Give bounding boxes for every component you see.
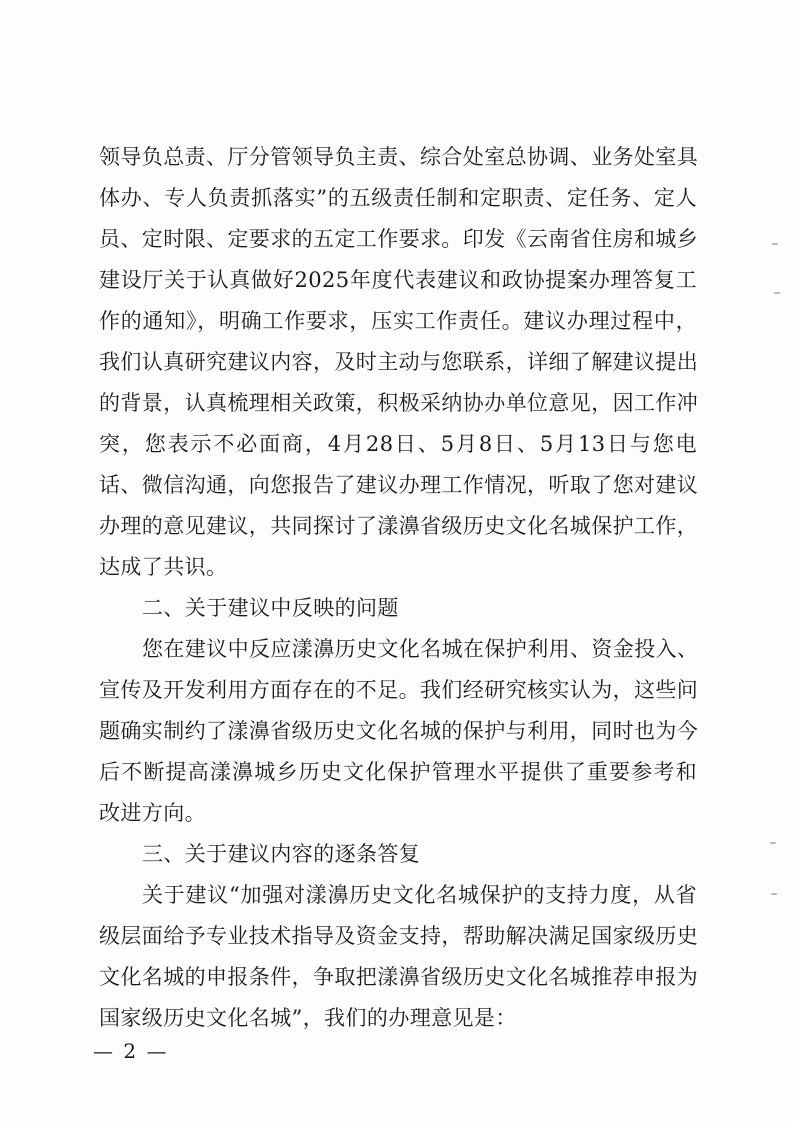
text-line: 作的通知》，明确工作要求，压实工作责任。建议办理过程中， <box>99 309 697 333</box>
text-line: 达成了共识。 <box>99 555 228 579</box>
text-line: 改进方向。 <box>99 801 206 825</box>
scan-speck <box>774 292 780 294</box>
text-line: 后不断提高漾濞城乡历史文化保护管理水平提供了重要参考和 <box>99 760 697 784</box>
page-number: — 2 — <box>93 1039 169 1063</box>
text-line: 突，您表示不必面商，4月28日、5月8日、5月13日与您电 <box>99 432 697 456</box>
text-line: 您在建议中反应漾濞历史文化名城在保护利用、资金投入、 <box>142 637 699 661</box>
text-line: 题确实制约了漾濞省级历史文化名城的保护与利用，同时也为今 <box>99 719 699 743</box>
text-line: 我们认真研究建议内容，及时主动与您联系，详细了解建议提出 <box>99 350 699 374</box>
text-line: 建设厅关于认真做好2025年度代表建议和政协提案办理答复工 <box>99 268 697 292</box>
text-line: 宣传及开发利用方面存在的不足。我们经研究核实认为，这些问 <box>99 678 699 702</box>
section-heading: 三、关于建议内容的逐条答复 <box>142 842 421 866</box>
text-line: 话、微信沟通，向您报告了建议办理工作情况，听取了您对建议 <box>99 473 699 497</box>
text-line: 领导负总责、厅分管领导负主责、综合处室总协调、业务处室具 <box>99 145 699 169</box>
text-line: 员、定时限、定要求的五定工作要求。印发《云南省住房和城乡 <box>99 227 699 251</box>
text-line: 的背景，认真梳理相关政策，积极采纳协办单位意见，因工作冲 <box>99 391 699 415</box>
text-line: 办理的意见建议，共同探讨了漾濞省级历史文化名城保护工作， <box>99 514 699 538</box>
text-line: 级层面给予专业技术指导及资金支持，帮助解决满足国家级历史 <box>99 924 699 948</box>
text-line: 文化名城的申报条件，争取把漾濞省级历史文化名城推荐申报为 <box>99 965 699 989</box>
scan-speck <box>771 893 777 895</box>
scan-speck <box>770 842 776 844</box>
text-line: 体办、专人负责抓落实”的五级责任制和定职责、定任务、定人 <box>99 186 697 210</box>
scan-speck <box>772 243 778 245</box>
section-heading: 二、关于建议中反映的问题 <box>142 596 399 620</box>
text-line: 国家级历史文化名城”，我们的办理意见是： <box>99 1006 517 1030</box>
text-line: 关于建议“加强对漾濞历史文化名城保护的支持力度，从省 <box>142 883 697 907</box>
